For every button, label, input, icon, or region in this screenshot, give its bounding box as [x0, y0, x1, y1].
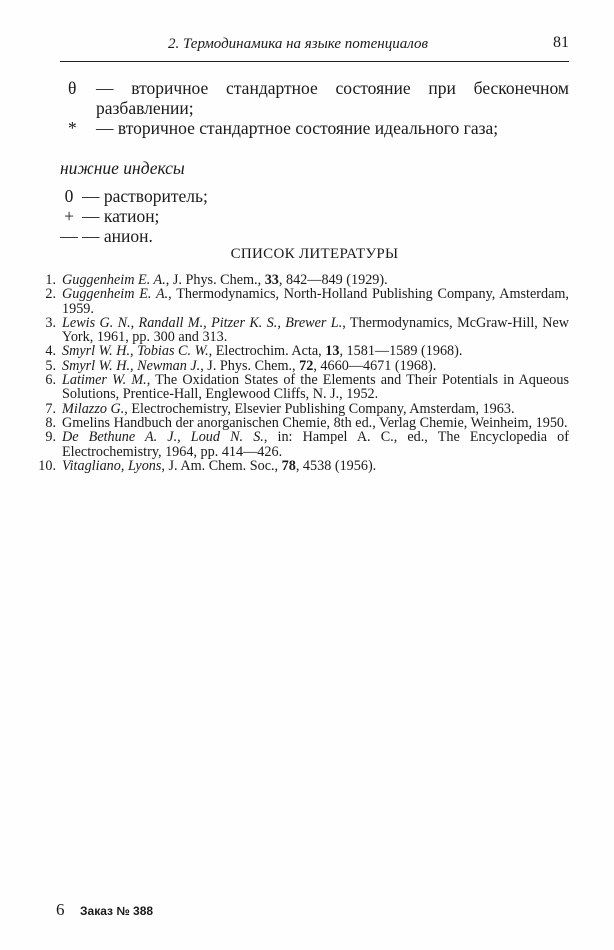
reference-number: 1.: [45, 272, 56, 288]
symbol-text: вторичное стандартное состояние при бесконечном разбавлении;: [96, 78, 570, 118]
reference-number: 5.: [45, 357, 56, 374]
reference-author: Guggenheim E. A.: [62, 286, 169, 303]
page-number: 81: [553, 34, 569, 51]
reference-volume: 33: [264, 272, 279, 288]
symbol-row: [60, 78, 569, 118]
reference-number: 4.: [45, 343, 56, 360]
signature-mark: 6: [56, 900, 65, 919]
index-mark: +: [64, 206, 74, 226]
page-header: [60, 34, 569, 56]
reference-item: [30, 416, 569, 430]
reference-author: Guggenheim E. A.: [62, 272, 166, 288]
symbol-mark: *: [68, 118, 77, 138]
reference-pages: , 842—849 (1929).: [278, 272, 388, 288]
page-footer: [56, 900, 153, 920]
index-text: — анион.: [82, 226, 153, 246]
reference-number: 8.: [45, 414, 56, 431]
reference-author: Smyrl W. H., Newman J.: [62, 357, 201, 374]
reference-source: , Thermodynamics, North-Holland Publishing Company, Amsterdam, 1959.: [62, 286, 569, 317]
reference-source: , Thermodynamics, McGraw-Hill, New York, 1961, pp. 300 and 313.: [62, 314, 569, 346]
symbol-mark: θ: [68, 78, 77, 98]
index-text: — растворитель;: [82, 186, 208, 206]
print-order: Заказ № 388: [80, 904, 154, 918]
reference-source: , Electrochemistry, Elsevier Publishing Company, Amsterdam, 1963.: [124, 400, 515, 417]
symbol-dash: —: [96, 118, 118, 138]
reference-volume: 78: [281, 457, 296, 474]
reference-volume: 72: [299, 357, 314, 374]
reference-source: , The Oxidation States of the Elements and Their Potentials in Aqueous Solutions, Prentice-Hall, Englewood Cliffs, N. J., 1952.: [62, 372, 570, 403]
index-row: [60, 226, 208, 246]
reference-author: Vitagliano, Lyons: [62, 457, 162, 474]
reference-number: 9.: [45, 429, 56, 446]
references-title: СПИСОК ЛИТЕРАТУРЫ: [230, 246, 399, 262]
index-text: — катион;: [82, 206, 160, 226]
index-row: [60, 186, 208, 206]
reference-author: Latimer W. M.: [62, 372, 147, 389]
index-mark: —: [60, 226, 78, 246]
symbol-dash: —: [96, 78, 132, 98]
reference-item: [30, 402, 569, 416]
reference-author: De Bethune A. J., Loud N. S.: [62, 429, 264, 446]
reference-source: , in: Hampel A. C., ed., The Encyclopedia of Electrochemistry, 1964, pp. 414—426.: [62, 429, 570, 460]
reference-item: [30, 316, 569, 345]
reference-number: 6.: [45, 372, 56, 389]
index-mark: 0: [64, 186, 74, 206]
references-list: [30, 273, 569, 473]
reference-number: 7.: [45, 400, 56, 417]
reference-number: 2.: [45, 286, 56, 303]
reference-volume: 13: [325, 343, 340, 360]
reference-pages: , 4538 (1956).: [295, 457, 377, 474]
reference-pages: , 4660—4671 (1968).: [313, 357, 437, 374]
reference-item: [30, 430, 569, 459]
reference-author: Smyrl W. H., Tobias C. W.: [62, 343, 209, 360]
reference-item: [30, 459, 569, 473]
header-rule: [60, 61, 569, 62]
reference-author: Lewis G. N., Randall M., Pitzer K. S., Brewer L.: [62, 314, 343, 331]
reference-source: , J. Phys. Chem.,: [165, 272, 265, 288]
reference-source: , J. Am. Chem. Soc.,: [161, 457, 282, 474]
reference-source: , Electrochim. Acta,: [208, 343, 326, 360]
reference-source: Gmelins Handbuch der anorganischen Chemie, 8th ed., Verlag Chemie, Weinheim, 1950.: [62, 414, 568, 431]
reference-pages: , 1581—1589 (1968).: [339, 343, 463, 360]
reference-source: , J. Phys. Chem.,: [200, 357, 300, 374]
index-row: [60, 206, 208, 226]
running-title: 2. Термодинамика на языке потенциалов: [168, 36, 428, 52]
subscripts-heading: нижние индексы: [60, 158, 185, 178]
reference-number: 10.: [38, 457, 56, 474]
reference-item: [30, 273, 569, 287]
symbol-list: [60, 78, 569, 138]
reference-number: 3.: [45, 314, 56, 331]
symbol-row: [60, 118, 569, 138]
reference-item: [30, 344, 569, 358]
index-list: [60, 186, 208, 246]
reference-item: [30, 373, 569, 402]
symbol-text: вторичное стандартное состояние идеального газа;: [117, 118, 499, 138]
reference-item: [30, 287, 569, 316]
reference-author: Milazzo G.: [62, 400, 125, 417]
reference-item: [30, 359, 569, 373]
